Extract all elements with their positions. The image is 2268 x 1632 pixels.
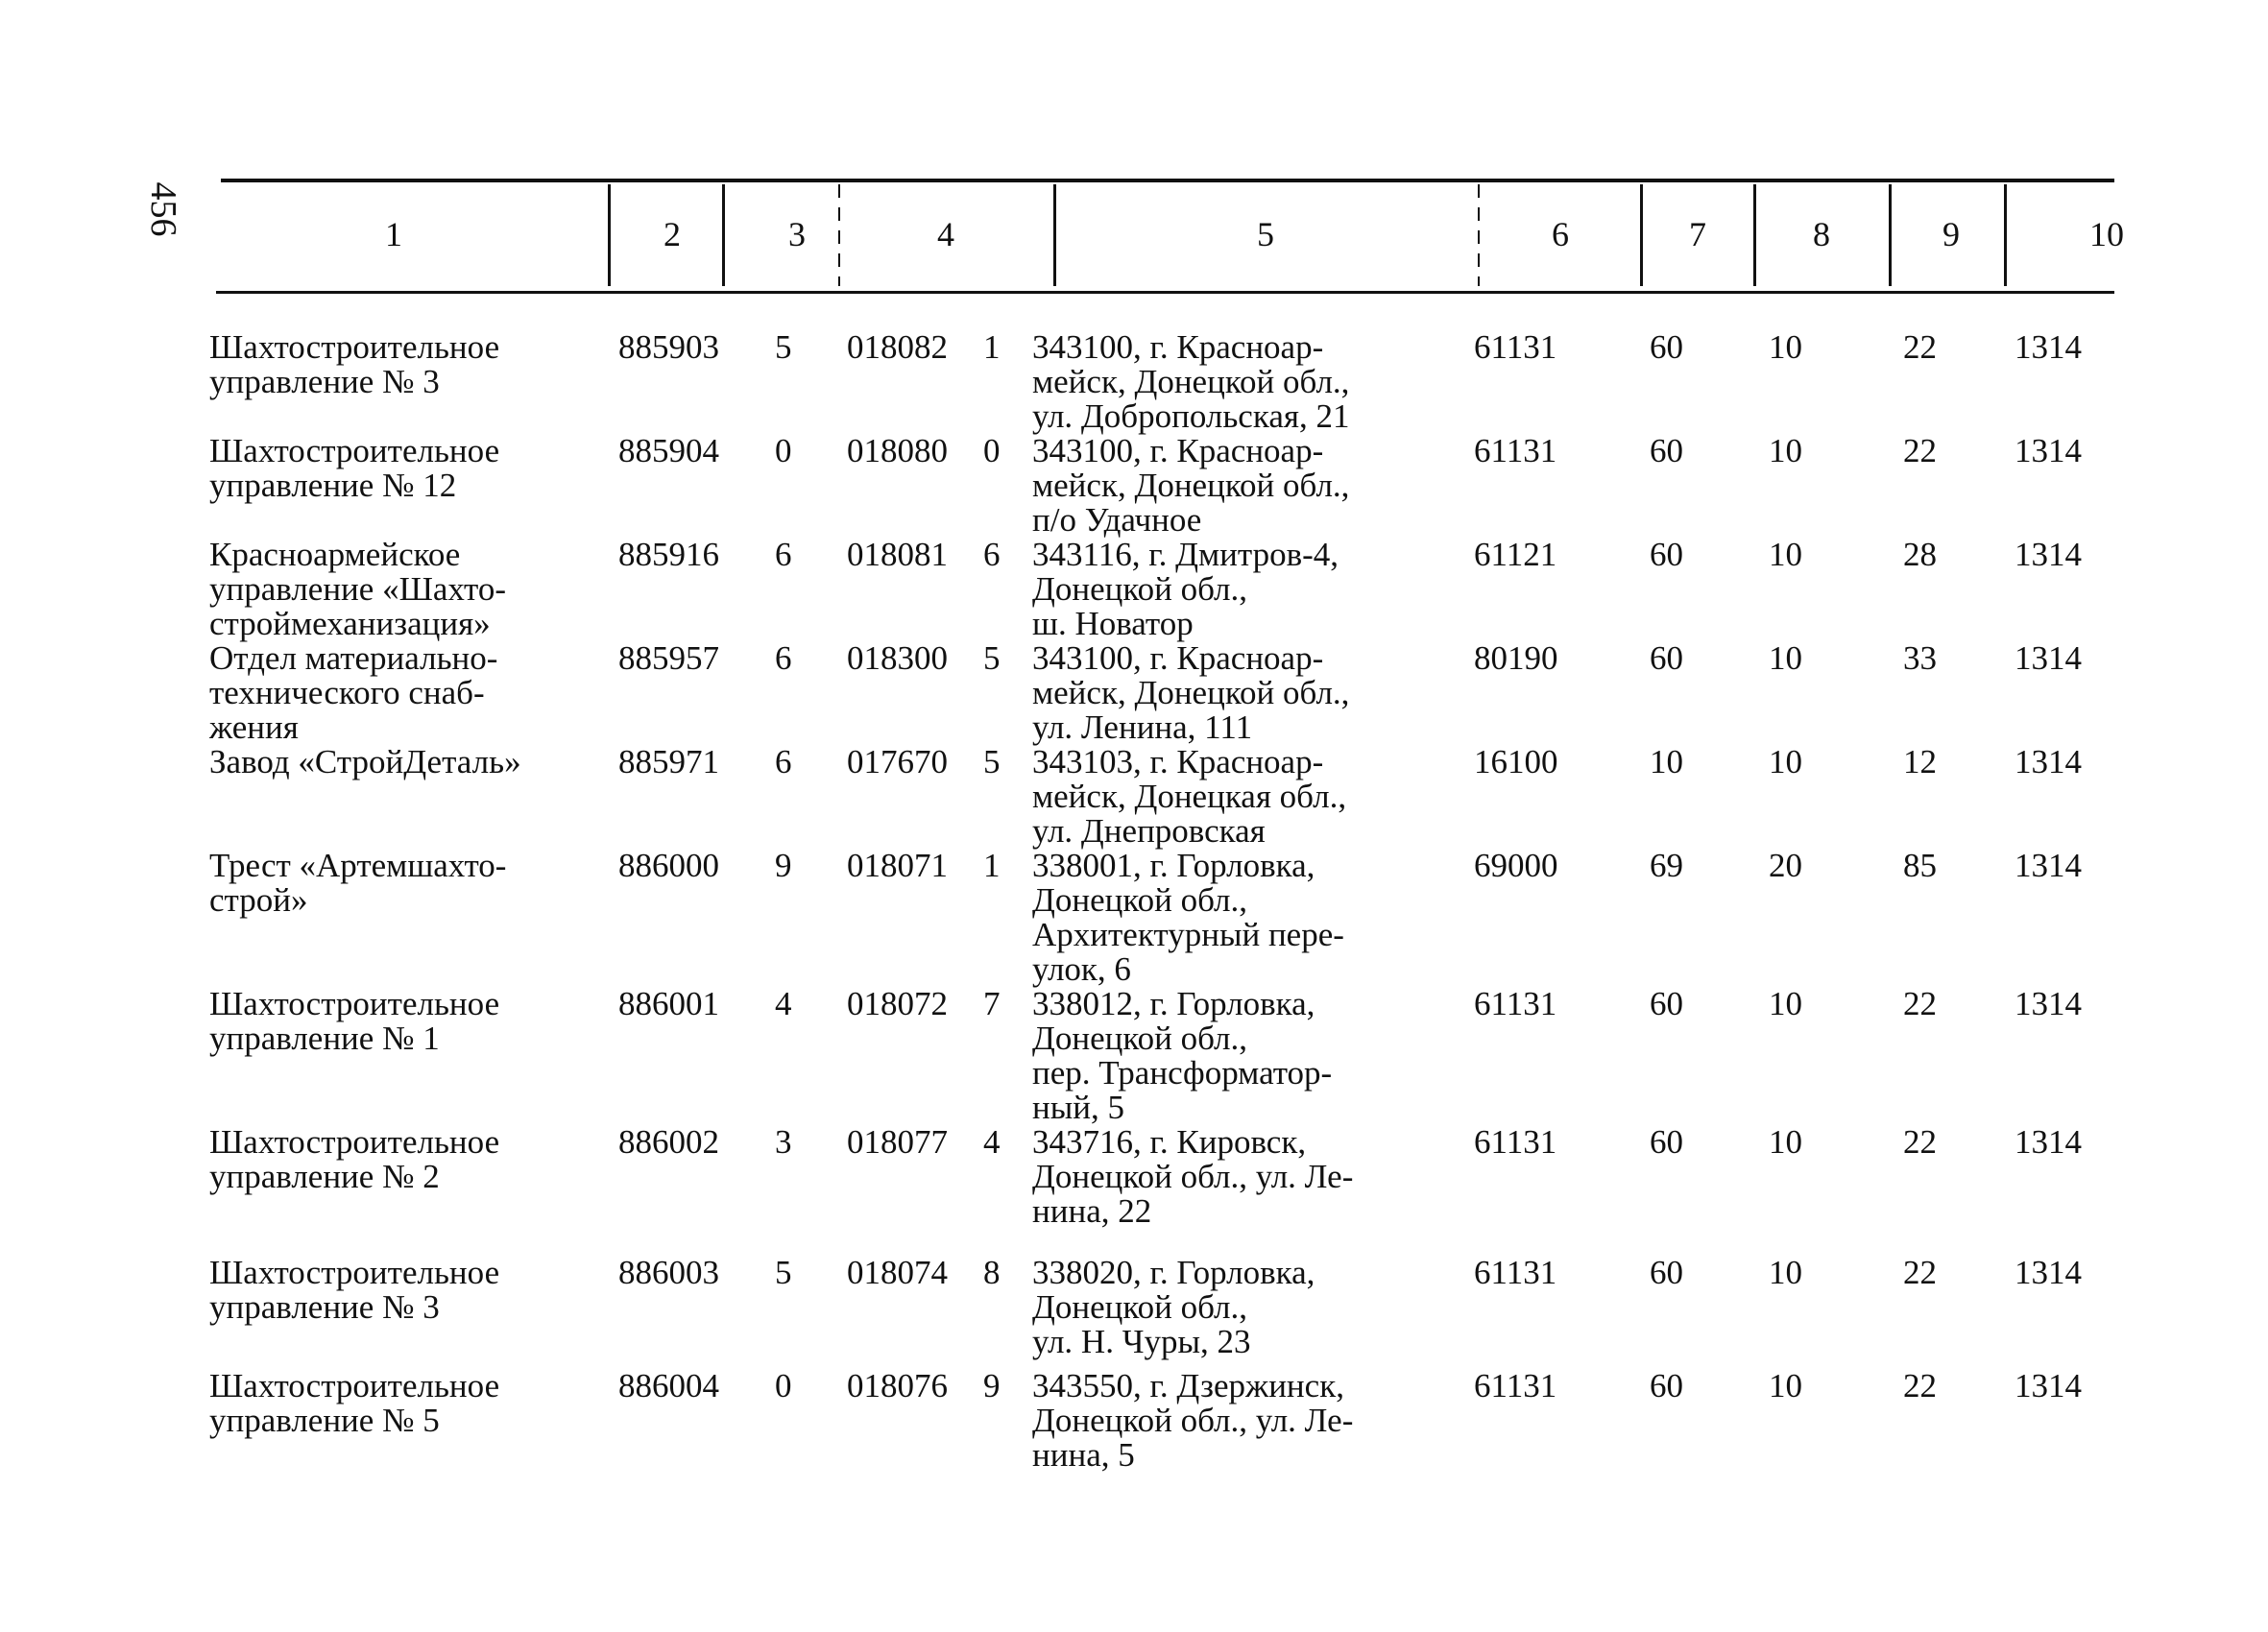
address-cell: 343100, г. Красноар- мейск, Донецкой обл., п/о Удачное (1032, 432, 1350, 539)
okpo-check-cell: 0 (983, 432, 1001, 469)
column-header: 8 (1813, 215, 1830, 253)
column-8-cell: 10 (1769, 1123, 1802, 1161)
column-header: 2 (664, 215, 681, 253)
code-cell: 885904 (618, 432, 719, 469)
check-digit-cell: 6 (775, 536, 792, 573)
column-header: 7 (1689, 215, 1706, 253)
column-separator (608, 184, 611, 286)
check-digit-cell: 4 (775, 985, 792, 1022)
okpo-check-cell: 8 (983, 1254, 1001, 1291)
column-6-cell: 61131 (1474, 1254, 1557, 1291)
column-6-cell: 69000 (1474, 847, 1558, 884)
column-9-cell: 33 (1903, 639, 1937, 677)
column-9-cell: 22 (1903, 1123, 1937, 1161)
column-9-cell: 22 (1903, 1367, 1937, 1404)
column-7-cell: 69 (1650, 847, 1683, 884)
column-10-cell: 1314 (2015, 985, 2082, 1022)
address-cell: 338001, г. Горловка, Донецкой обл., Архитектурный пере- улок, 6 (1032, 847, 1344, 988)
okpo-check-cell: 1 (983, 328, 1001, 366)
organization-name: Шахтостроительное управление № 12 (209, 432, 500, 504)
organization-name: Шахтостроительное управление № 2 (209, 1123, 500, 1195)
column-8-cell: 10 (1769, 432, 1802, 469)
okpo-check-cell: 5 (983, 743, 1001, 780)
column-7-cell: 60 (1650, 639, 1683, 677)
column-6-cell: 61131 (1474, 985, 1557, 1022)
column-7-cell: 60 (1650, 1254, 1683, 1291)
code-cell: 885903 (618, 328, 719, 366)
column-8-cell: 10 (1769, 328, 1802, 366)
column-6-cell: 61131 (1474, 328, 1557, 366)
column-separator (1753, 184, 1756, 286)
column-10-cell: 1314 (2015, 639, 2082, 677)
column-8-cell: 20 (1769, 847, 1802, 884)
column-separator (1053, 184, 1056, 286)
okpo-cell: 018072 (847, 985, 948, 1022)
check-digit-cell: 0 (775, 1367, 792, 1404)
okpo-cell: 017670 (847, 743, 948, 780)
organization-name: Шахтостроительное управление № 3 (209, 1254, 500, 1326)
column-header: 1 (385, 215, 402, 253)
check-digit-cell: 6 (775, 639, 792, 677)
address-cell: 343100, г. Красноар- мейск, Донецкой обл., ул. Добропольская, 21 (1032, 328, 1350, 435)
code-cell: 886001 (618, 985, 719, 1022)
column-9-cell: 28 (1903, 536, 1937, 573)
okpo-check-cell: 5 (983, 639, 1001, 677)
okpo-check-cell: 7 (983, 985, 1001, 1022)
address-cell: 338012, г. Горловка, Донецкой обл., пер. Трансформатор- ный, 5 (1032, 985, 1333, 1126)
address-cell: 338020, г. Горловка, Донецкой обл., ул. Н. Чуры, 23 (1032, 1254, 1315, 1360)
code-cell: 885957 (618, 639, 719, 677)
address-cell: 343103, г. Красноар- мейск, Донецкая обл., ул. Днепровская (1032, 743, 1347, 850)
column-6-cell: 61131 (1474, 1123, 1557, 1161)
okpo-cell: 018082 (847, 328, 948, 366)
column-10-cell: 1314 (2015, 1123, 2082, 1161)
organization-name: Отдел материально- технического снаб- жения (209, 639, 498, 746)
column-7-cell: 60 (1650, 1123, 1683, 1161)
okpo-check-cell: 4 (983, 1123, 1001, 1161)
address-cell: 343100, г. Красноар- мейск, Донецкой обл., ул. Ленина, 111 (1032, 639, 1350, 746)
column-separator (722, 184, 725, 286)
column-6-cell: 61121 (1474, 536, 1557, 573)
column-separator (838, 184, 840, 286)
column-header: 3 (788, 215, 806, 253)
organization-name: Шахтостроительное управление № 5 (209, 1367, 500, 1439)
check-digit-cell: 3 (775, 1123, 792, 1161)
check-digit-cell: 5 (775, 1254, 792, 1291)
column-header: 10 (2089, 215, 2124, 253)
column-8-cell: 10 (1769, 536, 1802, 573)
column-9-cell: 22 (1903, 985, 1937, 1022)
table-top-rule (221, 179, 2114, 182)
column-8-cell: 10 (1769, 743, 1802, 780)
column-9-cell: 22 (1903, 1254, 1937, 1291)
column-8-cell: 10 (1769, 1254, 1802, 1291)
code-cell: 886002 (618, 1123, 719, 1161)
column-7-cell: 60 (1650, 432, 1683, 469)
check-digit-cell: 9 (775, 847, 792, 884)
code-cell: 885916 (618, 536, 719, 573)
okpo-cell: 018074 (847, 1254, 948, 1291)
column-9-cell: 12 (1903, 743, 1937, 780)
okpo-check-cell: 1 (983, 847, 1001, 884)
column-header: 9 (1942, 215, 1960, 253)
column-separator (1478, 184, 1480, 286)
code-cell: 886003 (618, 1254, 719, 1291)
column-header: 6 (1552, 215, 1569, 253)
code-cell: 885971 (618, 743, 719, 780)
column-10-cell: 1314 (2015, 1254, 2082, 1291)
okpo-cell: 018080 (847, 432, 948, 469)
column-9-cell: 22 (1903, 328, 1937, 366)
column-9-cell: 22 (1903, 432, 1937, 469)
column-10-cell: 1314 (2015, 743, 2082, 780)
okpo-cell: 018081 (847, 536, 948, 573)
organization-name: Завод «СтройДеталь» (209, 743, 521, 780)
column-header: 4 (937, 215, 954, 253)
column-8-cell: 10 (1769, 639, 1802, 677)
check-digit-cell: 5 (775, 328, 792, 366)
okpo-cell: 018076 (847, 1367, 948, 1404)
column-10-cell: 1314 (2015, 536, 2082, 573)
okpo-check-cell: 6 (983, 536, 1001, 573)
column-7-cell: 60 (1650, 1367, 1683, 1404)
column-separator (2004, 184, 2007, 286)
column-10-cell: 1314 (2015, 432, 2082, 469)
check-digit-cell: 6 (775, 743, 792, 780)
code-cell: 886000 (618, 847, 719, 884)
page-number: 456 (143, 181, 183, 237)
column-header: 5 (1257, 215, 1274, 253)
column-8-cell: 10 (1769, 985, 1802, 1022)
organization-name: Шахтостроительное управление № 3 (209, 328, 500, 400)
column-7-cell: 10 (1650, 743, 1683, 780)
column-7-cell: 60 (1650, 536, 1683, 573)
column-10-cell: 1314 (2015, 328, 2082, 366)
okpo-cell: 018077 (847, 1123, 948, 1161)
column-separator (1640, 184, 1643, 286)
column-separator (1889, 184, 1892, 286)
column-8-cell: 10 (1769, 1367, 1802, 1404)
okpo-check-cell: 9 (983, 1367, 1001, 1404)
column-9-cell: 85 (1903, 847, 1937, 884)
address-cell: 343116, г. Дмитров-4, Донецкой обл., ш. Новатор (1032, 536, 1339, 642)
organization-name: Трест «Артемшахто- строй» (209, 847, 507, 919)
okpo-cell: 018071 (847, 847, 948, 884)
column-7-cell: 60 (1650, 328, 1683, 366)
okpo-cell: 018300 (847, 639, 948, 677)
column-6-cell: 16100 (1474, 743, 1558, 780)
address-cell: 343716, г. Кировск, Донецкой обл., ул. Ле- нина, 22 (1032, 1123, 1354, 1230)
code-cell: 886004 (618, 1367, 719, 1404)
column-6-cell: 80190 (1474, 639, 1558, 677)
column-10-cell: 1314 (2015, 1367, 2082, 1404)
column-6-cell: 61131 (1474, 1367, 1557, 1404)
check-digit-cell: 0 (775, 432, 792, 469)
column-10-cell: 1314 (2015, 847, 2082, 884)
table-header-bottom-rule (216, 291, 2114, 294)
column-6-cell: 61131 (1474, 432, 1557, 469)
address-cell: 343550, г. Дзержинск, Донецкой обл., ул. Ле- нина, 5 (1032, 1367, 1354, 1474)
column-7-cell: 60 (1650, 985, 1683, 1022)
organization-name: Шахтостроительное управление № 1 (209, 985, 500, 1057)
organization-name: Красноармейское управление «Шахто- строймеханизация» (209, 536, 507, 642)
